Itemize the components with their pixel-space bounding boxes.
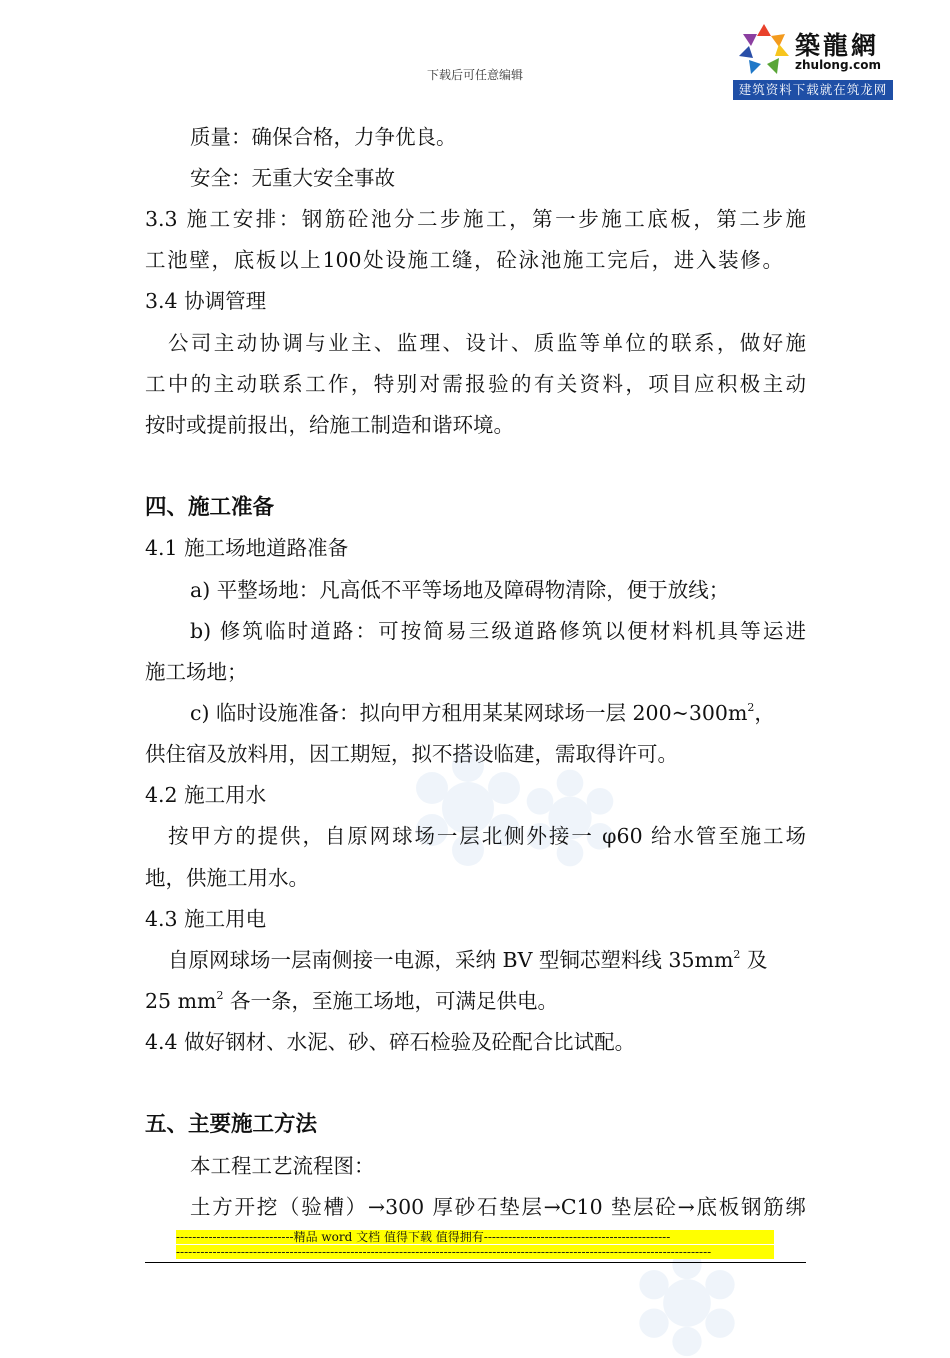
footer-banner: -----------------------------精品 word 文档 值得下载 值得拥有---------------------------------------------- (176, 1230, 774, 1244)
item-c-line-2: 供住宿及放料用，因工期短，拟不搭设临建，需取得许可。 (145, 742, 678, 766)
logo-domain: zhulong.com (795, 58, 881, 72)
watermark-snowflake-icon (632, 1248, 742, 1358)
process-flow-line: 土方开挖（验槽）→300 厚砂石垫层→C10 垫层砼→底板钢筋绑 (190, 1195, 806, 1219)
section-3-4-heading: 3.4 协调管理 (145, 289, 267, 313)
item-b-line-2: 施工场地； (145, 660, 248, 684)
header-note: 下载后可任意编辑 (426, 68, 523, 82)
section-3-3-line-1: 3.3 施工安排：钢筋砼池分二步施工，第一步施工底板，第二步施 (145, 207, 806, 231)
flow-chart-label: 本工程工艺流程图： (190, 1154, 375, 1178)
item-c-line-1 (190, 699, 775, 727)
section-3-4-line-3: 按时或提前报出，给施工制造和谐环境。 (145, 413, 514, 437)
section-4-2-heading: 4.2 施工用水 (145, 783, 267, 807)
watermark-snowflake-icon (520, 768, 620, 868)
footer-dashes: ------------------------------------------------------------------------------------------------------------------------------------ (176, 1245, 774, 1259)
item-b-line-1: b) 修筑临时道路：可按简易三级道路修筑以便材料机具等运进 (190, 619, 806, 643)
quality-line: 质量：确保合格，力争优良。 (190, 125, 457, 149)
section-4-4-line: 4.4 做好钢材、水泥、砂、碎石检验及砼配合比试配。 (145, 1030, 636, 1054)
section-4-3-heading: 4.3 施工用电 (145, 907, 267, 931)
section-3-3-line-2: 工池壁，底板以上100处设施工缝，砼泳池施工完后，进入装修。 (145, 248, 783, 272)
section-4-2-line-1: 按甲方的提供，自原网球场一层北侧外接一 φ60 给水管至施工场 (168, 824, 806, 848)
section-5-heading: 五、主要施工方法 (145, 1112, 318, 1137)
footer-rule (145, 1262, 806, 1263)
section-4-3-line-2 (145, 987, 558, 1015)
section-4-3-line-1 (168, 946, 767, 974)
section-4-3-text: 自原网球场一层南侧接一电源，采纳 BV 型铜芯塑料线 35mm (168, 948, 734, 972)
section-4-heading: 四、施工准备 (145, 495, 275, 520)
logo-slogan: 建筑资料下载就在筑龙网 (733, 80, 893, 100)
section-4-3-rest: 各一条，至施工场地，可满足供电。 (223, 989, 558, 1013)
item-c-comma: ， (754, 701, 775, 725)
item-c-text: c) 临时设施准备：拟向甲方租用某某网球场一层 200~300m (190, 701, 748, 725)
zhulong-pinwheel-logo-icon (735, 22, 793, 78)
zhulong-logo[interactable] (733, 22, 893, 100)
superscript-2: 2 (733, 948, 741, 961)
section-4-3-tail: 及 (740, 948, 768, 972)
item-a-line: a) 平整场地：凡高低不平等场地及障碍物清除，便于放线； (190, 578, 730, 602)
section-4-3-size: 25 mm (145, 989, 217, 1013)
section-3-4-line-1: 公司主动协调与业主、监理、设计、质监等单位的联系，做好施 (168, 331, 806, 355)
superscript-2: 2 (747, 701, 755, 714)
section-4-2-line-2: 地，供施工用水。 (145, 866, 309, 890)
safety-line: 安全：无重大安全事故 (190, 166, 395, 190)
superscript-2: 2 (216, 989, 224, 1002)
logo-chinese-name: 築龍網 (795, 31, 880, 60)
section-3-4-line-2: 工中的主动联系工作，特别对需报验的有关资料，项目应积极主动 (145, 372, 806, 396)
section-4-1-heading: 4.1 施工场地道路准备 (145, 536, 349, 560)
